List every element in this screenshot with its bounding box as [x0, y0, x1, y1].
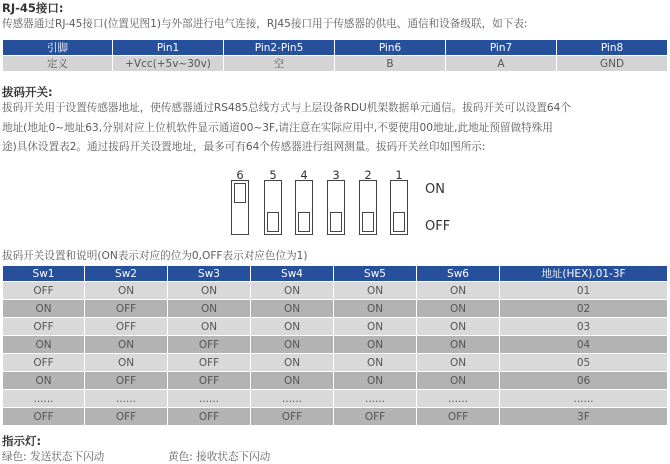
dip-number: 1: [395, 168, 403, 182]
table-cell: ON: [168, 300, 251, 318]
table-row: [3, 336, 668, 354]
table-cell: ON: [251, 372, 334, 390]
table-cell: OFF: [85, 318, 168, 336]
table-cell: ON: [334, 354, 417, 372]
dip-switch-title: 拔码开关:: [2, 85, 53, 99]
table-cell: ......: [251, 390, 334, 408]
table-cell: ON: [334, 336, 417, 354]
dip-switch-lever: [330, 212, 342, 232]
pin-cell: A: [446, 56, 557, 72]
table-row: [3, 354, 668, 372]
table-cell: ON: [251, 300, 334, 318]
table-cell: ON: [251, 318, 334, 336]
pin-cell: 空: [224, 56, 335, 72]
table-cell: ON: [251, 282, 334, 300]
dip-number: 3: [332, 168, 340, 182]
table-cell: OFF: [85, 408, 168, 426]
table-row: [3, 372, 668, 390]
table-cell: ON: [334, 318, 417, 336]
table-cell: ......: [334, 390, 417, 408]
table-cell: 3F: [500, 408, 668, 426]
dip-switch-slot: [327, 180, 345, 235]
table-cell: 04: [500, 336, 668, 354]
table-cell: ON: [417, 372, 500, 390]
table-cell: ......: [500, 390, 668, 408]
table-cell: 06: [500, 372, 668, 390]
table-cell: ......: [85, 390, 168, 408]
dip-on-label: ON: [425, 182, 445, 197]
dip-off-label: OFF: [425, 219, 451, 234]
dip-header-cell: Sw6: [417, 266, 500, 282]
dip-description-line: 途)具休设置表2。通过拔码开关设置地址，最多可有64个传感器进行组网测量。拔码开关丝印如图所示:: [2, 141, 486, 153]
table-cell: OFF: [85, 300, 168, 318]
pin-header-cell: Pin8: [557, 40, 668, 56]
dip-switch-lever: [362, 212, 374, 232]
indicator-green: 绿色: 发送状态下闪动: [2, 451, 105, 463]
table-cell: ON: [3, 300, 85, 318]
table-row: [3, 318, 668, 336]
table-cell: ON: [417, 354, 500, 372]
table-row: [3, 300, 668, 318]
pin-header-cell: Pin7: [446, 40, 557, 56]
dip-header-cell: Sw1: [3, 266, 85, 282]
dip-number: 5: [269, 168, 277, 182]
dip-table-caption: 拔码开关设置和说明(ON表示对应的位为0,OFF表示对应色位为1): [2, 250, 308, 262]
table-cell: ......: [3, 390, 85, 408]
table-cell: ON: [334, 372, 417, 390]
table-cell: OFF: [168, 408, 251, 426]
table-cell: OFF: [251, 408, 334, 426]
dip-description-line: 地址(地址0~地址63,分别对应上位机软件显示通道00~3F,请注意在实际应用中,不要使用00地址,此地址预留做特殊用: [2, 122, 553, 134]
table-row: [3, 282, 668, 300]
pin-cell: GND: [557, 56, 668, 72]
table-row: [3, 408, 668, 426]
table-cell: OFF: [334, 408, 417, 426]
table-cell: OFF: [85, 372, 168, 390]
table-cell: OFF: [3, 282, 85, 300]
pin-cell: B: [335, 56, 446, 72]
rj45-description: 传感器通过RJ-45接口(位置见图1)与外部进行电气连接，RJ45接口用于传感器的供电、通信和设备级联，如下表:: [2, 18, 528, 30]
pin-header-cell: Pin6: [335, 40, 446, 56]
table-cell: ON: [168, 318, 251, 336]
dip-number: 4: [300, 168, 308, 182]
table-cell: 01: [500, 282, 668, 300]
pin-table: [2, 39, 668, 72]
dip-number: 6: [236, 168, 244, 182]
table-cell: OFF: [3, 354, 85, 372]
pin-table-header-row: [3, 40, 668, 56]
table-cell: OFF: [168, 354, 251, 372]
pin-header-cell: Pin2-Pin5: [224, 40, 335, 56]
dip-switch-slot: [231, 180, 249, 235]
table-cell: ......: [417, 390, 500, 408]
table-cell: ON: [168, 282, 251, 300]
pin-cell: 定义: [3, 56, 113, 72]
dip-switch-lever: [393, 212, 405, 232]
dip-header-cell: 地址(HEX),01-3F: [500, 266, 668, 282]
table-cell: ON: [417, 300, 500, 318]
table-cell: OFF: [168, 372, 251, 390]
table-cell: ON: [3, 336, 85, 354]
rj45-title: RJ-45接口:: [2, 1, 64, 15]
table-cell: ON: [417, 282, 500, 300]
table-row: [3, 390, 668, 408]
pin-header-cell: Pin1: [113, 40, 224, 56]
table-cell: ON: [3, 372, 85, 390]
dip-header-cell: Sw2: [85, 266, 168, 282]
dip-number: 2: [364, 168, 372, 182]
table-cell: ON: [334, 300, 417, 318]
dip-header-cell: Sw4: [251, 266, 334, 282]
dip-header-cell: Sw5: [334, 266, 417, 282]
table-cell: OFF: [3, 318, 85, 336]
table-cell: ON: [85, 336, 168, 354]
dip-description-line: 拔码开关用于设置传感器地址，使传感器通过RS485总线方式与上层设备RDU机架数据单元通信。拔码开关可以设置64个: [2, 102, 571, 114]
dip-switch-lever: [298, 212, 310, 232]
dip-setting-table: [2, 265, 668, 426]
table-cell: ON: [251, 336, 334, 354]
dip-switch-lever: [234, 183, 246, 203]
table-cell: ON: [417, 336, 500, 354]
table-cell: ON: [85, 354, 168, 372]
pin-header-cell: 引脚: [3, 40, 113, 56]
table-cell: OFF: [168, 336, 251, 354]
indicator-title: 指示灯:: [2, 434, 42, 448]
pin-cell: +Vcc(+5v~30v): [113, 56, 224, 72]
dip-switch-slot: [264, 180, 282, 235]
dip-switch-slot: [295, 180, 313, 235]
dip-header-cell: Sw3: [168, 266, 251, 282]
table-cell: ON: [251, 354, 334, 372]
indicator-yellow: 黄色: 接收状态下闪动: [168, 451, 271, 463]
table-cell: ON: [85, 282, 168, 300]
dip-table-header-row: [3, 266, 668, 282]
table-cell: ON: [417, 318, 500, 336]
table-cell: 03: [500, 318, 668, 336]
table-cell: OFF: [417, 408, 500, 426]
table-cell: ......: [168, 390, 251, 408]
dip-switch-lever: [267, 212, 279, 232]
table-cell: 02: [500, 300, 668, 318]
table-cell: ON: [334, 282, 417, 300]
table-cell: 05: [500, 354, 668, 372]
dip-switch-slot: [359, 180, 377, 235]
dip-switch-slot: [390, 180, 408, 235]
table-cell: OFF: [3, 408, 85, 426]
pin-table-row: [3, 56, 668, 72]
